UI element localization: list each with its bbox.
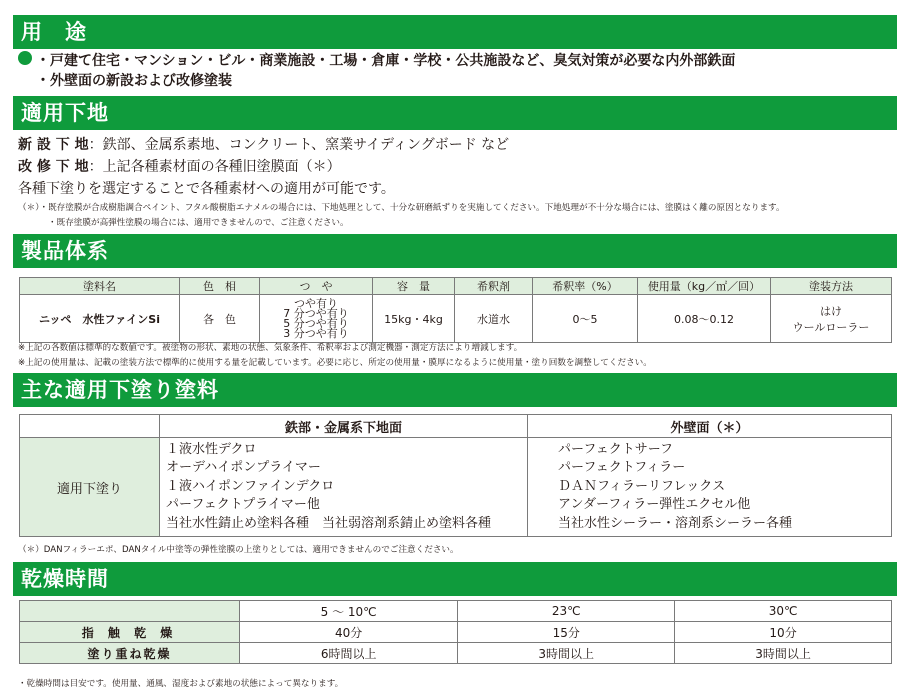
header-cell-empty: [20, 415, 160, 438]
header-cell-empty: [20, 601, 240, 622]
gloss-option: 5 分つや有り: [283, 316, 349, 330]
temperature-header: 5 ～ 10℃: [240, 601, 458, 622]
usage-line-2: ・外壁面の新設および改修塗装: [36, 73, 232, 89]
header-cell: 塗装方法: [771, 278, 892, 295]
table-cell: 3時間以上: [675, 643, 892, 664]
section-title-substrate: 適用下地: [13, 96, 897, 130]
row-label: 指 触 乾 燥: [20, 622, 240, 643]
undercoat-table: [19, 414, 892, 537]
header-cell: つ や: [260, 278, 373, 295]
header-cell: 容 量: [373, 278, 455, 295]
list-item: パーフェクトサーフ: [558, 442, 674, 457]
substrate-line-3: 各種下塗りを選定することで各種素材への適用が可能です。: [18, 181, 395, 197]
header-cell: 希釈率（%）: [533, 278, 638, 295]
method-line: はけ: [820, 304, 842, 318]
table-header-row: [20, 415, 892, 438]
system-note-1: ※上記の各数値は標準的な数値です。被塗物の形状、素地の状態、気象条件、希釈率および測定機器・測定方法により増減します。: [18, 343, 523, 353]
product-color: 各 色: [180, 295, 260, 343]
table-row: [20, 295, 892, 343]
list-item: オーデハイポンプライマー: [166, 460, 321, 476]
header-cell: 色 相: [180, 278, 260, 295]
temperature-header: 30℃: [675, 601, 892, 622]
metal-undercoat-list: [160, 438, 528, 537]
list-item: アンダーフィラー弾性エクセル他: [558, 497, 751, 513]
undercoat-note: （＊）DANフィラーエポ、DANタイル中塗等の弾性塗膜の上塗りとしては、適用できませんのでご注意ください。: [18, 545, 459, 555]
list-item: パーフェクトフィラー: [558, 460, 686, 476]
substrate-note-2: ・既存塗膜が高弾性塗膜の場合には、適用できませんので、ご注意ください。: [48, 218, 349, 228]
product-system-table: [19, 277, 892, 343]
table-row: [20, 643, 892, 664]
section-title-usage: 用 途: [13, 15, 897, 49]
table-header-row: [20, 278, 892, 295]
header-cell: 塗料名: [20, 278, 180, 295]
system-note-2: ※上記の使用量は、記載の塗装方法で標準的に使用する量を記載しています。必要に応じ、所定の使用量・膜厚になるように使用量・塗り回数を調整してください。: [18, 358, 652, 368]
section-title-undercoat: 主な適用下塗り塗料: [13, 373, 897, 407]
row-label: 塗り重ね乾燥: [20, 643, 240, 664]
table-cell: 10分: [675, 622, 892, 643]
repair-substrate-value: ：上記各種素材面の各種旧塗膜面（＊）: [88, 159, 341, 175]
drying-note: ・乾燥時間は目安です。使用量、通風、湿度および素地の状態によって異なります。: [18, 679, 344, 689]
bullet-icon: [18, 51, 32, 65]
table-cell: 3時間以上: [458, 643, 675, 664]
usage-line-1: ・戸建て住宅・マンション・ビル・商業施設・工場・倉庫・学校・公共施設など、臭気対策が必要な内外部鉄面: [36, 53, 736, 69]
product-name: ニッペ 水性ファインSi: [20, 295, 180, 343]
new-substrate-label: 新 設 下 地: [18, 137, 89, 153]
header-cell: 使用量（kg／㎡／回）: [638, 278, 771, 295]
row-label: 適用下塗り: [20, 438, 160, 537]
header-cell: 鉄部・金属系下地面: [160, 415, 528, 438]
gloss-option: つや有り: [294, 296, 338, 310]
table-cell: 6時間以上: [240, 643, 458, 664]
new-substrate-value: ：鉄部、金属系素地、コンクリート、窯業サイディングボード など: [88, 137, 510, 153]
table-header-row: [20, 601, 892, 622]
header-cell: 希釈剤: [455, 278, 533, 295]
table-row: [20, 622, 892, 643]
product-usage: 0.08～0.12: [638, 295, 771, 343]
product-ratio: 0～5: [533, 295, 638, 343]
table-row: [20, 438, 892, 537]
list-item: 当社水性錆止め塗料各種 当社弱溶剤系錆止め塗料各種: [166, 515, 492, 531]
product-gloss: [260, 295, 373, 343]
list-item: パーフェクトプライマー他: [166, 497, 320, 513]
new-substrate-line: [18, 134, 509, 154]
list-item: 当社水性シーラー・溶剤系シーラー各種: [558, 515, 793, 531]
list-item: １液ハイポンファインデクロ: [166, 478, 335, 494]
wall-undercoat-list: [528, 438, 892, 537]
gloss-option: 7 分つや有り: [283, 306, 349, 320]
temperature-header: 23℃: [458, 601, 675, 622]
product-thinner: 水道水: [455, 295, 533, 343]
product-method: [771, 295, 892, 343]
table-cell: 15分: [458, 622, 675, 643]
substrate-note-1: （＊）・既存塗膜が合成樹脂調合ペイント、フタル酸樹脂エナメルの場合には、下地処理として、十分な研磨紙ずりを実施してください。下地処理が不十分な場合には、塗膜はく離の原因となります。: [18, 203, 785, 213]
section-title-drying: 乾燥時間: [13, 562, 897, 596]
repair-substrate-label: 改 修 下 地: [18, 159, 89, 175]
gloss-option: 3 分つや有り: [283, 326, 349, 340]
table-cell: 40分: [240, 622, 458, 643]
method-line: ウールローラー: [792, 320, 870, 334]
list-item: ＤＡＮフィラーリフレックス: [558, 478, 726, 494]
repair-substrate-line: [18, 156, 341, 176]
drying-time-table: [19, 600, 892, 664]
header-cell: 外壁面（＊）: [528, 415, 892, 438]
section-title-system: 製品体系: [13, 234, 897, 268]
list-item: １液水性デクロ: [166, 442, 257, 457]
product-capacity: 15kg・4kg: [373, 295, 455, 343]
